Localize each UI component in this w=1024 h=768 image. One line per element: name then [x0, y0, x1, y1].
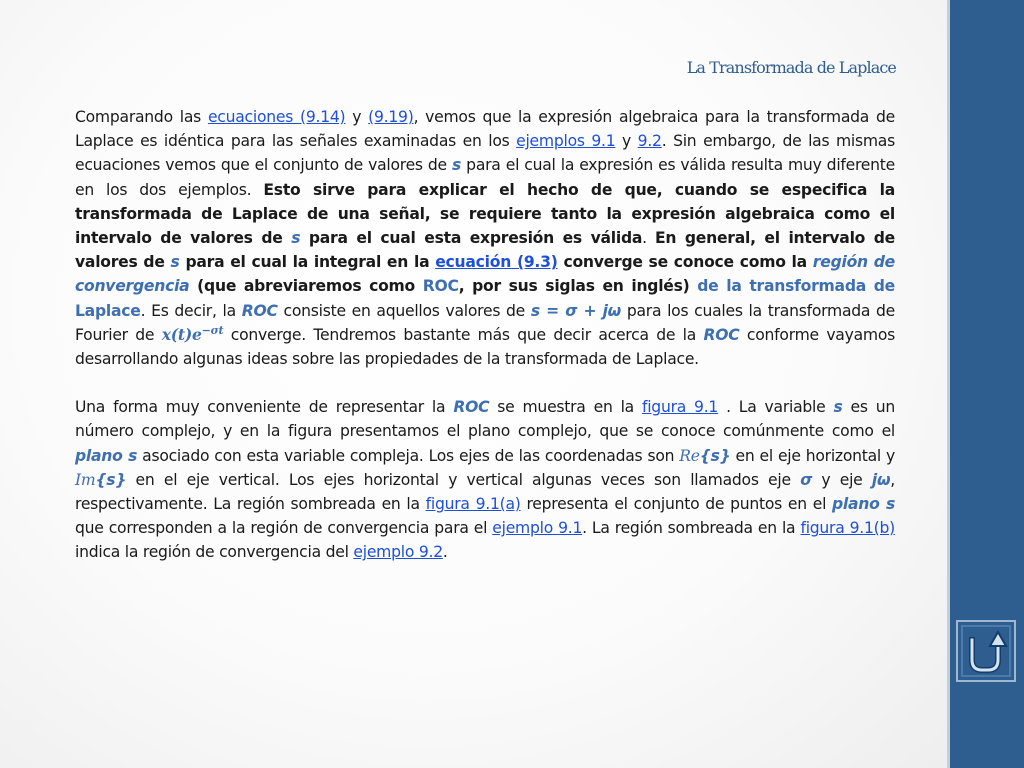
bold-text: (que abreviaremos como [189, 277, 423, 296]
roc-acronym: ROC [241, 301, 278, 320]
link-figure-9-1[interactable]: figura 9.1 [641, 398, 719, 417]
variable-s: s [452, 156, 462, 175]
return-button[interactable] [956, 620, 1016, 682]
text: , vemos que la expresión algebraica para la transformada de Laplace es idéntica para las señales examinadas en los [75, 108, 896, 151]
text: , respectivamente. La región sombreada en la [75, 470, 895, 514]
math-base: x(t)e [161, 324, 202, 344]
text: para el cual la expresión es válida resulta muy diferente en los dos ejemplos. [75, 156, 895, 199]
text: representa el conjunto de puntos en el [520, 495, 833, 514]
text: conforme vayamos desarrollando algunas ideas sobre las propiedades de la transformada de Laplace. [75, 325, 895, 369]
text: asociado con esta variable compleja. Los ejes de las coordenadas son [137, 446, 680, 465]
link-example-9-1[interactable]: ejemplo 9.1 [492, 519, 583, 538]
imag-part-arg: {s} [95, 470, 127, 489]
bold-text: En general, el intervalo de valores de [75, 229, 895, 272]
math-exponent: −σt [201, 323, 224, 337]
plano-s-term: plano s [832, 495, 895, 514]
real-part-symbol: Re [679, 446, 700, 465]
slide-content [75, 105, 895, 589]
text: Una forma muy conveniente de representar la [75, 398, 454, 417]
variable-s: s [170, 253, 180, 272]
text: . [642, 229, 656, 248]
link-figure-9-1a[interactable]: figura 9.1(a) [425, 495, 521, 514]
text: es un número complejo, y en la figura presentamos el plano complejo, que se conoce comúnmente como el [75, 398, 895, 441]
sidebar-edge [947, 0, 950, 768]
highlight-text: de la transformada de Laplace [75, 277, 895, 320]
text: que corresponden a la región de convergencia para el [75, 519, 493, 538]
text: en el eje horizontal y [730, 446, 896, 465]
text: converge. Tendremos bastante más que decir acerca de la [223, 325, 704, 344]
text: en el eje vertical. Los ejes horizontal y vertical algunas veces son llamados eje [126, 470, 801, 489]
paragraph-2 [75, 395, 895, 564]
s-definition: s = σ + jω [530, 301, 621, 320]
roc-acronym: ROC [703, 325, 740, 344]
link-equations-9-14[interactable]: ecuaciones (9.14) [207, 108, 346, 126]
text: y [345, 108, 369, 126]
text: . [442, 543, 448, 562]
text: . La región sombreada en la [582, 519, 801, 538]
text: . Sin embargo, de las mismas ecuaciones vemos que el conjunto de valores de [75, 132, 895, 175]
text: indica la región de convergencia del [75, 543, 354, 562]
link-equation-9-3[interactable]: ecuación (9.3) [435, 253, 558, 272]
roc-acronym: ROC [453, 398, 490, 417]
bold-text: converge se conoce como la [557, 253, 813, 272]
bold-text: , por sus siglas en inglés) [458, 277, 698, 296]
text: y eje [812, 470, 872, 489]
text: se muestra en la [489, 398, 642, 417]
variable-s: s [291, 229, 301, 248]
return-u-arrow-icon [956, 620, 1016, 682]
link-equation-9-19[interactable]: (9.19) [368, 108, 414, 126]
link-examples-9-1[interactable]: ejemplos 9.1 [516, 132, 616, 151]
roc-acronym: ROC [422, 277, 459, 296]
link-example-9-2[interactable]: ejemplo 9.2 [353, 543, 443, 562]
plano-s-term: plano s [75, 446, 138, 465]
bold-text: para el cual la integral en la [179, 253, 436, 272]
paragraph-1 [75, 105, 895, 371]
slide-title: La Transformada de Laplace [686, 58, 896, 77]
sigma-symbol: σ [800, 470, 813, 489]
math-expression [162, 325, 224, 344]
imag-part-symbol: Im [75, 470, 96, 489]
real-part-arg: {s} [699, 446, 731, 465]
region-of-convergence-term: región de convergencia [75, 253, 895, 296]
link-example-9-2[interactable]: 9.2 [637, 132, 662, 151]
bold-text: Esto sirve para explicar el hecho de que, cuando se especifica la transformada de Laplace de una señal, se requiere tanto la expresión algebraica como el intervalo de valores de [75, 180, 895, 248]
text: . Es decir, la [140, 301, 242, 320]
variable-s: s [833, 398, 843, 417]
j-omega-symbol: jω [871, 470, 891, 489]
bold-text: para el cual esta expresión es válida [300, 229, 643, 248]
link-figure-9-1b[interactable]: figura 9.1(b) [800, 519, 895, 538]
text: y [615, 132, 638, 151]
text: Comparando las [75, 108, 208, 126]
text: . La variable [718, 398, 834, 417]
text: consiste en aquellos valores de [277, 301, 531, 320]
text: para los cuales la transformada de Fourier de [75, 301, 896, 344]
